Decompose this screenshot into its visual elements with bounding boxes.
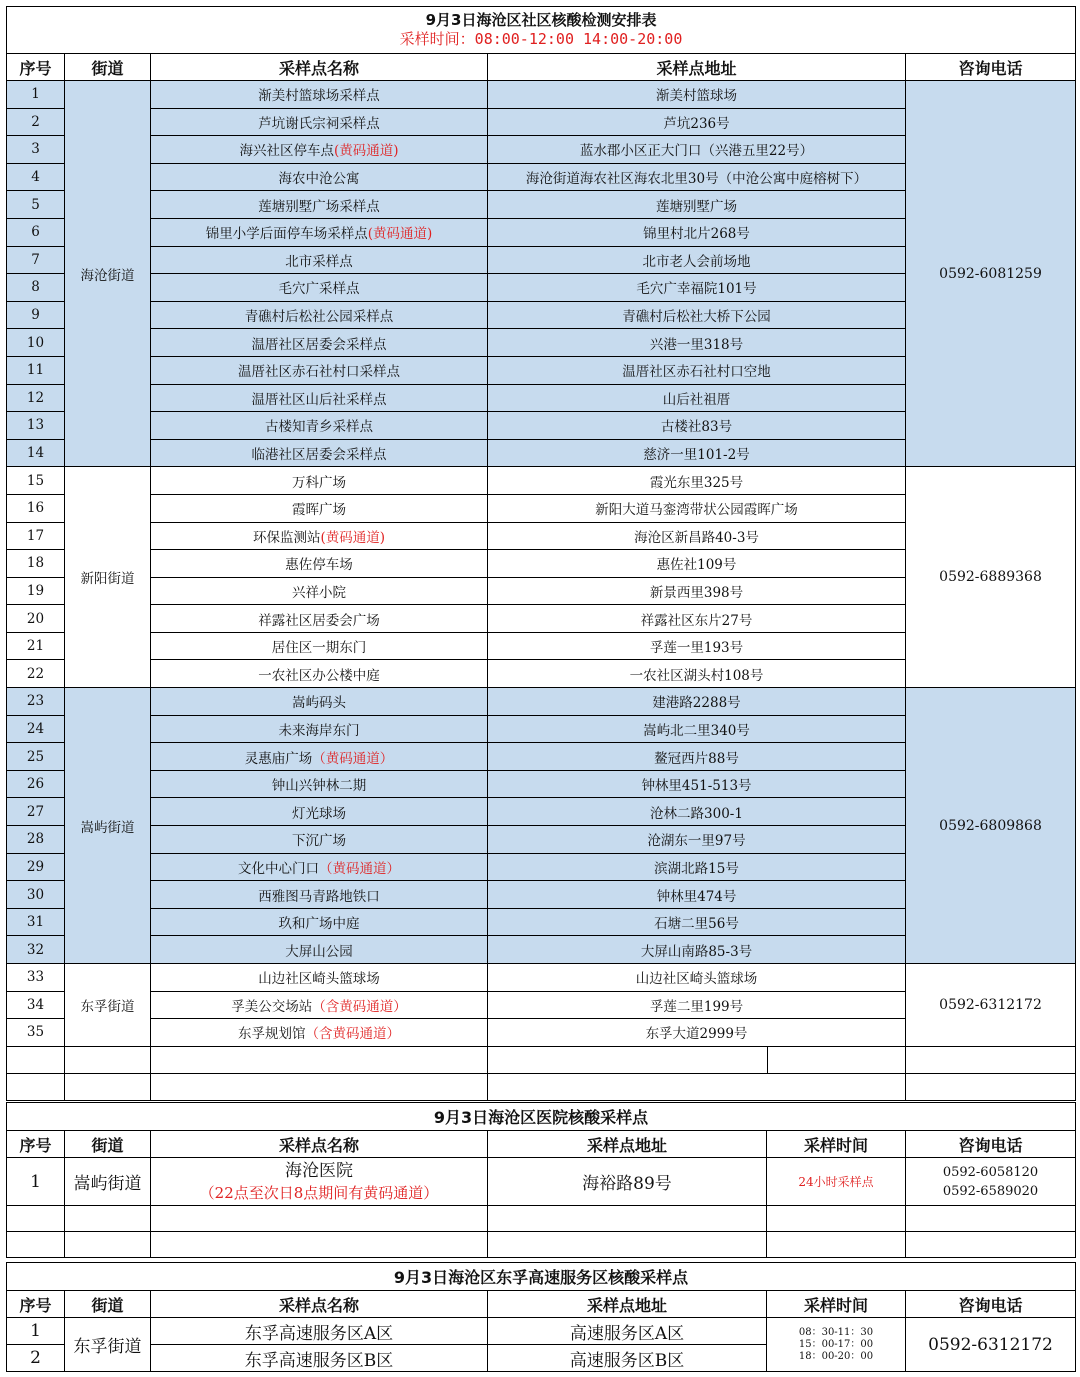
row-seq: 1 [7,1158,65,1206]
yellow-code-tag: (黄码通道) [320,529,386,546]
row-seq: 35 [7,1019,65,1047]
row-street: 嵩屿街道 [65,1158,151,1206]
yellow-code-tag: （黄码通道） [319,860,400,877]
row-seq: 18 [7,550,65,578]
site-name: 锦里小学后面停车场采样点 [205,226,368,243]
row-seq: 2 [7,1345,65,1372]
site-name: 温厝社区居委会采样点 [251,336,387,353]
row-site-address: 毛穴广幸福院101号 [488,274,906,302]
row-seq: 15 [7,467,65,495]
row-site-address: 钟林里474号 [488,881,906,909]
site-name: 青礁村后松社公园采样点 [244,309,394,326]
site-name: 古楼知青乡采样点 [265,419,373,436]
row-site-name-cell [151,108,488,136]
row-site-name-cell [151,494,488,522]
row-site-address: 东孚大道2999号 [488,1019,906,1047]
row-site-name-cell [151,660,488,688]
time-slot-3: 18：00-20：00 [798,1350,874,1362]
row-site-address: 兴港一里318号 [488,329,906,357]
header-street: 街道 [65,54,151,81]
row-seq: 6 [7,218,65,246]
row-site-name-cell [151,246,488,274]
row-site-address: 新景西里398号 [488,577,906,605]
site-name: 温厝社区赤石社村口采样点 [238,364,400,381]
site-name: 孚美公交场站 [231,998,313,1015]
street-cell: 东孚街道 [65,964,151,1047]
row-seq: 27 [7,798,65,826]
street-cell: 新阳街道 [65,467,151,688]
header-sampling-time: 采样时间 [767,1291,906,1318]
site-name: 西雅图马青路地铁口 [258,888,380,905]
site-name: 文化中心门口 [238,860,319,877]
phone-cell: 0592-6809868 [906,688,1076,964]
row-seq: 30 [7,881,65,909]
row-site-name-cell [151,274,488,302]
table-row [7,964,1076,992]
row-site-name-cell [151,743,488,771]
row-site-address: 山后社祖厝 [488,384,906,412]
site-name: 祥露社区居委会广场 [258,612,380,629]
row-site-address: 新阳大道马銮湾带状公园霞晖广场 [488,494,906,522]
site-name: 环保监测站 [252,529,321,546]
row-seq: 3 [7,136,65,164]
row-seq: 5 [7,191,65,219]
street-cell: 嵩屿街道 [65,688,151,964]
row-seq: 29 [7,853,65,881]
row-site-name-cell [151,688,488,716]
row-phone: 0592-6312172 [906,1318,1076,1372]
highway-header-row [7,1291,1076,1318]
yellow-code-tag: （含黄码通道） [312,998,407,1015]
row-site-name-cell [151,550,488,578]
yellow-code-tag: （黄码通道） [312,750,394,767]
row-site-address: 蓝水郡小区正大门口（兴港五里22号） [488,136,906,164]
row-seq: 21 [7,632,65,660]
site-name: 临港社区居委会采样点 [251,447,387,464]
time-slot-1: 08：30-11：30 [798,1326,874,1338]
street-cell: 海沧街道 [65,81,151,467]
site-name: 玖和广场中庭 [278,916,360,933]
site-name: 海农中沧公寓 [278,171,360,188]
row-site-name-cell [151,881,488,909]
row-site-address: 孚莲二里199号 [488,991,906,1019]
row-seq: 31 [7,908,65,936]
row-site-address: 高速服务区B区 [488,1345,767,1372]
site-name: 灯光球场 [292,805,346,822]
row-site-address: 霞光东里325号 [488,467,906,495]
row-site-name-cell [151,826,488,854]
header-seq: 序号 [7,54,65,81]
row-site-address: 钟林里451-513号 [488,770,906,798]
site-name: 一农社区办公楼中庭 [258,667,380,684]
hospital-header-row [7,1131,1076,1158]
row-seq: 16 [7,494,65,522]
header-site-address: 采样点地址 [488,1131,767,1158]
row-seq: 33 [7,964,65,992]
row-site-name-cell [151,136,488,164]
row-site-address: 沧湖东一里97号 [488,826,906,854]
row-site-name-cell [151,798,488,826]
highway-testing-table [6,1262,1076,1372]
sampling-times-cell [767,1318,906,1372]
row-site-name-cell [151,715,488,743]
community-header-row [7,54,1076,81]
row-site-name-cell [151,1019,488,1047]
header-sampling-time: 采样时间 [767,1131,906,1158]
site-name: 万科广场 [292,474,346,491]
row-site-address: 芦坑236号 [488,108,906,136]
row-site-name-cell [151,964,488,992]
site-name: 东孚规划馆 [238,1026,306,1043]
row-seq: 34 [7,991,65,1019]
community-testing-table [6,6,1076,1101]
site-name: 毛穴广采样点 [278,281,360,298]
row-seq: 19 [7,577,65,605]
site-name: 下沉广场 [292,833,346,850]
row-site-name-cell [151,632,488,660]
row-site-name-cell [151,301,488,329]
row-site-address: 嵩屿北二里340号 [488,715,906,743]
row-seq: 24 [7,715,65,743]
row-seq: 17 [7,522,65,550]
row-site-name-cell [151,853,488,881]
header-site-name: 采样点名称 [151,54,488,81]
row-site-name-cell [151,191,488,219]
site-name: 芦坑谢氏宗祠采样点 [258,115,380,132]
row-site-name-cell [151,936,488,964]
site-name: 渐美村篮球场采样点 [258,88,380,105]
row-seq: 8 [7,274,65,302]
row-site-address: 鳌冠西片88号 [488,743,906,771]
row-sampling-time: 24小时采样点 [767,1158,906,1206]
row-seq: 14 [7,439,65,467]
phone-cell: 0592-6081259 [906,81,1076,467]
header-site-address: 采样点地址 [488,54,906,81]
hospital-table-title: 9月3日海沧区医院核酸采样点 [7,1103,1076,1131]
header-street: 街道 [65,1131,151,1158]
row-site-address: 惠佐社109号 [488,550,906,578]
row-site-name-cell [151,384,488,412]
highway-table-title: 9月3日海沧区东孚高速服务区核酸采样点 [7,1263,1076,1291]
row-seq: 9 [7,301,65,329]
row-site-address: 海沧区新昌路40-3号 [488,522,906,550]
row-site-name-cell [151,605,488,633]
row-site-address: 温厝社区赤石社村口空地 [488,356,906,384]
community-table-title: 9月3日海沧区社区核酸检测安排表 [425,11,657,29]
row-site-name-cell [151,1158,488,1206]
row-site-name-cell [151,329,488,357]
table-row [7,81,1076,109]
site-name: 温厝社区山后社采样点 [251,391,387,408]
row-seq: 1 [7,81,65,109]
table-row [7,467,1076,495]
site-name: 未来海岸东门 [278,722,360,739]
row-site-address: 古楼社83号 [488,412,906,440]
site-name: 兴祥小院 [292,584,346,601]
row-site-address: 锦里村北片268号 [488,218,906,246]
row-phone-cell [906,1158,1076,1206]
row-site-name-cell [151,412,488,440]
site-name: 山边社区崎头篮球场 [258,971,380,988]
row-site-name-cell [151,218,488,246]
header-phone: 咨询电话 [906,54,1076,81]
row-seq: 13 [7,412,65,440]
header-site-address: 采样点地址 [488,1291,767,1318]
site-name: 海兴社区停车点 [239,143,334,160]
row-seq: 22 [7,660,65,688]
table-row [7,688,1076,716]
row-seq: 1 [7,1318,65,1345]
row-seq: 20 [7,605,65,633]
site-name: 嵩屿码头 [292,695,346,712]
row-site-name-cell [151,467,488,495]
row-site-address: 北市老人会前场地 [488,246,906,274]
row-site-name-cell [151,81,488,109]
yellow-code-tag: （含黄码通道） [305,1026,400,1043]
header-phone: 咨询电话 [906,1291,1076,1318]
row-site-address: 海沧街道海农社区海农北里30号（中沧公寓中庭榕树下） [488,163,906,191]
header-street: 街道 [65,1291,151,1318]
row-site-address: 海裕路89号 [488,1158,767,1206]
yellow-code-tag: (黄码通道) [367,226,433,243]
row-seq: 2 [7,108,65,136]
row-seq: 11 [7,356,65,384]
time-slot-2: 15：00-17：00 [798,1338,874,1350]
site-name: 北市采样点 [285,253,353,270]
row-site-address: 慈济一里101-2号 [488,439,906,467]
yellow-code-tag: (黄码通道) [333,143,399,160]
phone-cell: 0592-6889368 [906,467,1076,688]
row-site-name-cell [151,577,488,605]
header-phone: 咨询电话 [906,1131,1076,1158]
row-site-address: 一农社区湖头村108号 [488,660,906,688]
row-site-address: 石塘二里56号 [488,908,906,936]
row-street: 东孚街道 [65,1318,151,1372]
hospital-row [7,1158,1076,1206]
row-site-name: 东孚高速服务区B区 [151,1345,488,1372]
header-seq: 序号 [7,1291,65,1318]
row-site-address: 青礁村后松社大桥下公园 [488,301,906,329]
row-site-address: 莲塘别墅广场 [488,191,906,219]
row-site-address: 祥露社区东片27号 [488,605,906,633]
row-site-address: 孚莲一里193号 [488,632,906,660]
row-site-name-cell [151,522,488,550]
phone-2: 0592-6589020 [942,1183,1039,1199]
row-site-address: 建港路2288号 [488,688,906,716]
site-name: 莲塘别墅广场采样点 [258,198,380,215]
header-site-name: 采样点名称 [151,1131,488,1158]
phone-1: 0592-6058120 [942,1164,1039,1180]
site-name: 惠佐停车场 [285,557,353,574]
row-site-name-cell [151,770,488,798]
phone-cell: 0592-6312172 [906,964,1076,1047]
row-site-address: 沧林二路300-1 [488,798,906,826]
site-name: 大屏山公园 [285,943,353,960]
row-site-address: 渐美村篮球场 [488,81,906,109]
row-seq: 26 [7,770,65,798]
header-site-name: 采样点名称 [151,1291,488,1318]
row-seq: 10 [7,329,65,357]
hospital-testing-table [6,1102,1076,1258]
row-site-name-cell [151,356,488,384]
row-site-name-cell [151,991,488,1019]
row-seq: 4 [7,163,65,191]
row-site-address: 高速服务区A区 [488,1318,767,1345]
row-site-name-cell [151,163,488,191]
row-site-name-cell [151,908,488,936]
hospital-name: 海沧医院 [285,1160,353,1181]
row-seq: 25 [7,743,65,771]
site-name: 居住区一期东门 [271,640,367,657]
row-site-address: 大屏山南路85-3号 [488,936,906,964]
row-seq: 7 [7,246,65,274]
site-name: 钟山兴钟林二期 [271,778,367,795]
site-name: 灵惠庙广场 [244,750,313,767]
row-site-name-cell [151,439,488,467]
highway-row-a [7,1318,1076,1345]
row-seq: 28 [7,826,65,854]
row-seq: 12 [7,384,65,412]
row-seq: 32 [7,936,65,964]
sampling-time-note: 采样时间：08:00-12:00 14:00-20:00 [399,30,683,48]
row-site-name: 东孚高速服务区A区 [151,1318,488,1345]
row-site-address: 山边社区崎头篮球场 [488,964,906,992]
yellow-code-note: （22点至次日8点期间有黄码通道） [199,1183,439,1202]
row-site-address: 滨湖北路15号 [488,853,906,881]
row-seq: 23 [7,688,65,716]
header-seq: 序号 [7,1131,65,1158]
site-name: 霞晖广场 [292,502,346,519]
community-table-title-cell [7,7,1076,54]
